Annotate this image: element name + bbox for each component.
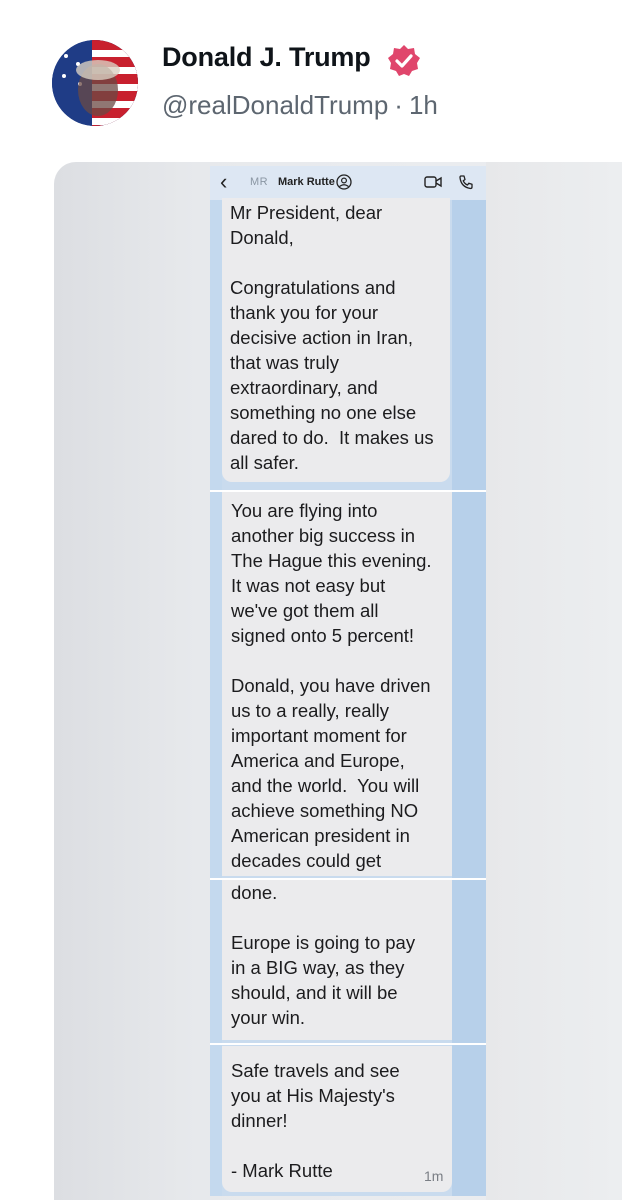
media-padding [486,162,622,1200]
contact-initials: MR [250,176,269,188]
verified-badge-icon [387,44,421,78]
message-bubble: Safe travels and see you at His Majesty's dinner! - Mark Rutte [222,1046,452,1192]
screenshot-margin [210,166,222,1196]
display-name[interactable]: Donald J. Trump [162,42,371,72]
message-timestamp: 1m [424,1168,444,1184]
divider [210,1043,486,1045]
message-bubble: You are flying into another big success in The Hague this evening. It was not easy but we've got them all signed onto 5 percent! Donald, you have driven us to a really, really important moment for America and Europe, and the world. You will achieve something NO American president in decades could get [222,492,452,876]
screenshot-margin [452,198,486,1196]
message-bubble: Mr President, dear Donald, Congratulations and thank you for your decisive action in Iran, that was truly extraordinary, and something no one else dared to do. It makes us all safer. [222,198,450,482]
handle[interactable]: @realDonaldTrump [162,90,389,120]
handle-row [162,90,438,121]
avatar[interactable] [52,40,138,126]
post-age[interactable]: 1h [408,90,438,120]
back-chevron-icon: ‹ [220,169,228,194]
separator: · [394,90,403,120]
phone-call-icon [458,174,474,190]
chat-header [210,166,486,200]
contact-name: Mark Rutte [278,176,335,188]
avatar-image [52,40,138,126]
video-call-icon [424,175,442,189]
contact-icon [336,174,352,190]
message-bubble: done. Europe is going to pay in a BIG way, as they should, and it will be your win. [222,880,452,1040]
